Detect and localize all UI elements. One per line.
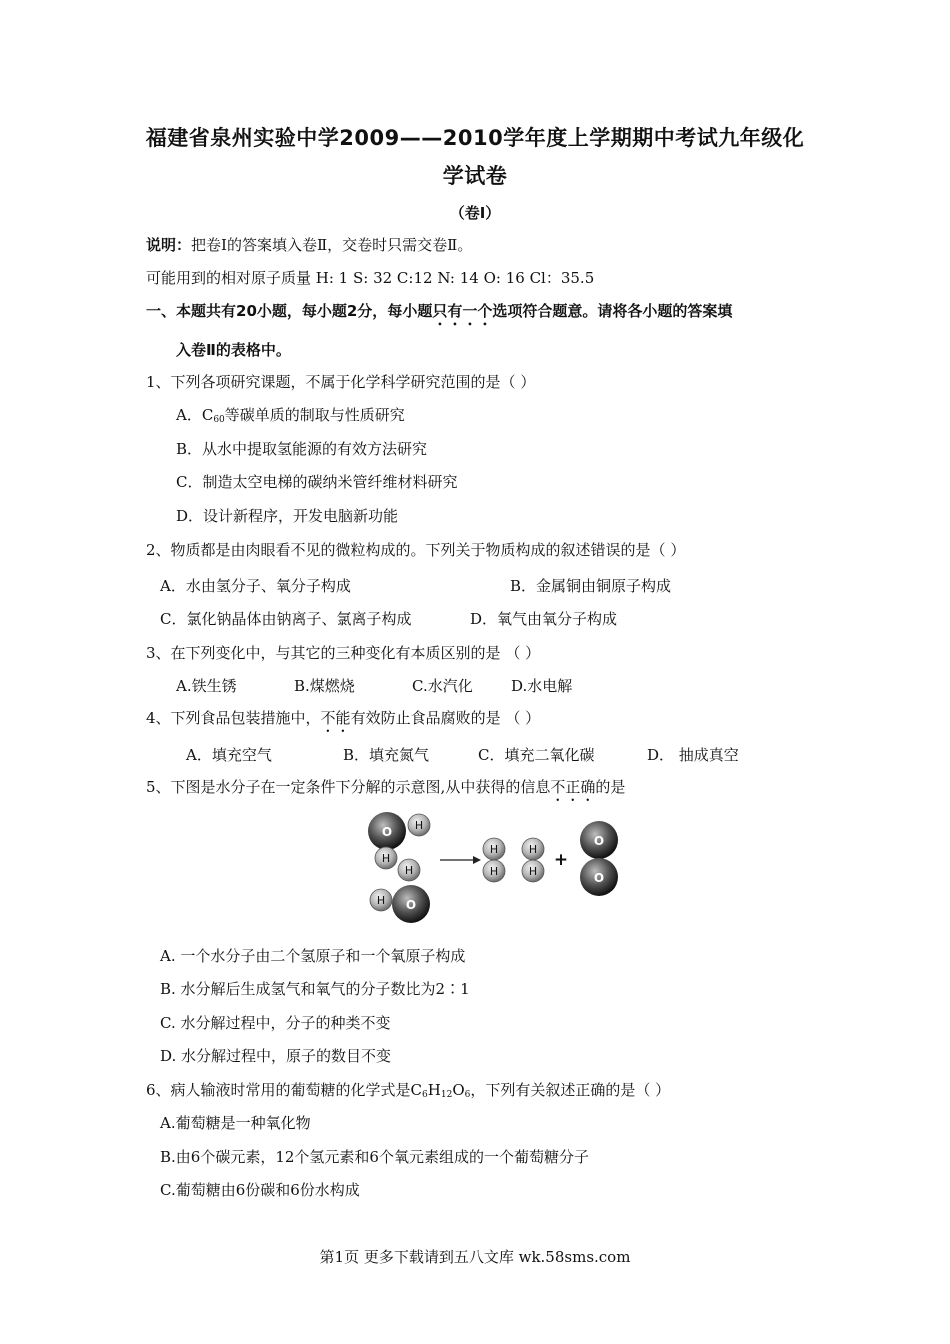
reaction-arrow: [440, 856, 481, 864]
emphasis-text: 只有一个: [432, 302, 493, 320]
atom-label: H: [528, 865, 538, 878]
instructions-text: 把卷Ⅰ的答案填入卷Ⅱ，交卷时只需交卷Ⅱ。: [191, 236, 473, 254]
question-4-option-d: D． 抽成真空: [647, 746, 739, 764]
question-2-option-b: B．金属铜由铜原子构成: [510, 577, 672, 595]
question-5-option-d: D. 水分解过程中，原子的数目不变: [160, 1047, 392, 1065]
question-6-option-a: A.葡萄糖是一种氧化物: [160, 1114, 311, 1132]
plus-sign: +: [553, 850, 569, 870]
question-4-option-c: C．填充二氧化碳: [478, 746, 595, 764]
question-3-option-a: A.铁生锈: [176, 677, 237, 695]
title-line-2: 学试卷: [442, 164, 508, 188]
section-heading: 一、本题共有20小题，每小题2分，每小题只有一个选项符合题意。请将各小题的答案填: [146, 302, 733, 320]
question-5-option-b: B. 水分解后生成氢气和氧气的分子数比为2∶1: [160, 980, 470, 998]
atom-label: H: [376, 894, 386, 907]
question-4-option-a: A．填充空气: [186, 746, 272, 764]
question-2-option-a: A．水由氢分子、氧分子构成: [160, 577, 351, 595]
question-4-stem: 4、下列食品包装措施中，不能有效防止食品腐败的是 （ ）: [146, 709, 541, 727]
question-3-option-b: B.煤燃烧: [294, 677, 355, 695]
instructions: [146, 234, 472, 255]
question-2-stem: 2、物质都是由肉眼看不见的微粒构成的。下列关于物质构成的叙述错误的是（ ）: [146, 541, 686, 559]
question-1-option-b: B．从水中提取氢能源的有效方法研究: [176, 440, 428, 458]
hydrogen-molecule-2: [522, 838, 544, 882]
question-5-stem: 5、下图是水分子在一定条件下分解的示意图,从中获得的信息不正确的是: [146, 778, 626, 796]
question-6-option-b: B.由6个碳元素，12个氢元素和6个氧元素组成的一个葡萄糖分子: [160, 1148, 589, 1166]
question-4-option-b: B．填充氮气: [343, 746, 430, 764]
question-5-option-a: A. 一个水分子由二个氢原子和一个氧原子构成: [160, 947, 466, 965]
question-1-option-c: C．制造太空电梯的碳纳米管纤维材料研究: [176, 473, 458, 491]
paper-subtitle: （卷Ⅰ）: [449, 204, 501, 222]
atom-label: O: [593, 834, 605, 848]
atom-label: H: [404, 864, 414, 877]
section-heading-line-2: 入卷Ⅱ的表格中。: [176, 341, 291, 359]
instructions-label: 说明：: [146, 236, 192, 254]
atom-label: H: [381, 852, 391, 865]
atom-label: H: [489, 865, 499, 878]
atom-label: O: [593, 871, 605, 885]
emphasis-text: 不正确: [550, 778, 596, 796]
water-decomposition-diagram: [360, 808, 630, 928]
question-1-option-a: A．$C_{60}$等碳单质的制取与性质研究: [176, 406, 405, 425]
question-6-option-c: C.葡萄糖由6份碳和6份水构成: [160, 1181, 360, 1199]
atom-label: O: [405, 898, 417, 912]
question-1-stem: 1、下列各项研究课题，不属于化学科学研究范围的是（ ）: [146, 373, 536, 391]
question-3-option-c: C.水汽化: [412, 677, 473, 695]
atom-label: O: [381, 825, 393, 839]
question-1-option-d: D．设计新程序，开发电脑新功能: [176, 507, 399, 525]
question-5-option-c: C. 水分解过程中，分子的种类不变: [160, 1014, 391, 1032]
emphasis-text: 不能: [320, 709, 351, 727]
atom-label: H: [528, 843, 538, 856]
water-molecule-1: [368, 812, 430, 869]
title-line-1: 福建省泉州实验中学2009——2010学年度上学期期中考试九年级化: [145, 126, 805, 150]
question-3-option-d: D.水电解: [511, 677, 573, 695]
question-6-stem: 6、病人输液时常用的葡萄糖的化学式是$C_6H_{12}O_6$，下列有关叙述正确的是（ ）: [146, 1081, 671, 1100]
oxygen-molecule: [580, 821, 618, 896]
atom-label: H: [489, 843, 499, 856]
question-3-stem: 3、在下列变化中，与其它的三种变化有本质区别的是 （ ）: [146, 644, 541, 662]
page-footer: 第1页 更多下载请到五八文库 wk.58sms.com: [319, 1248, 631, 1266]
hydrogen-molecule-1: [483, 838, 505, 882]
water-molecule-2: [370, 859, 430, 923]
question-2-option-c: C．氯化钠晶体由钠离子、氯离子构成: [160, 610, 412, 628]
atom-label: H: [414, 819, 424, 832]
atomic-masses: 可能用到的相对原子质量 H: 1 S: 32 C:12 N: 14 O: 16 Cl：35.5: [146, 269, 595, 287]
question-2-option-d: D．氧气由氧分子构成: [470, 610, 618, 628]
